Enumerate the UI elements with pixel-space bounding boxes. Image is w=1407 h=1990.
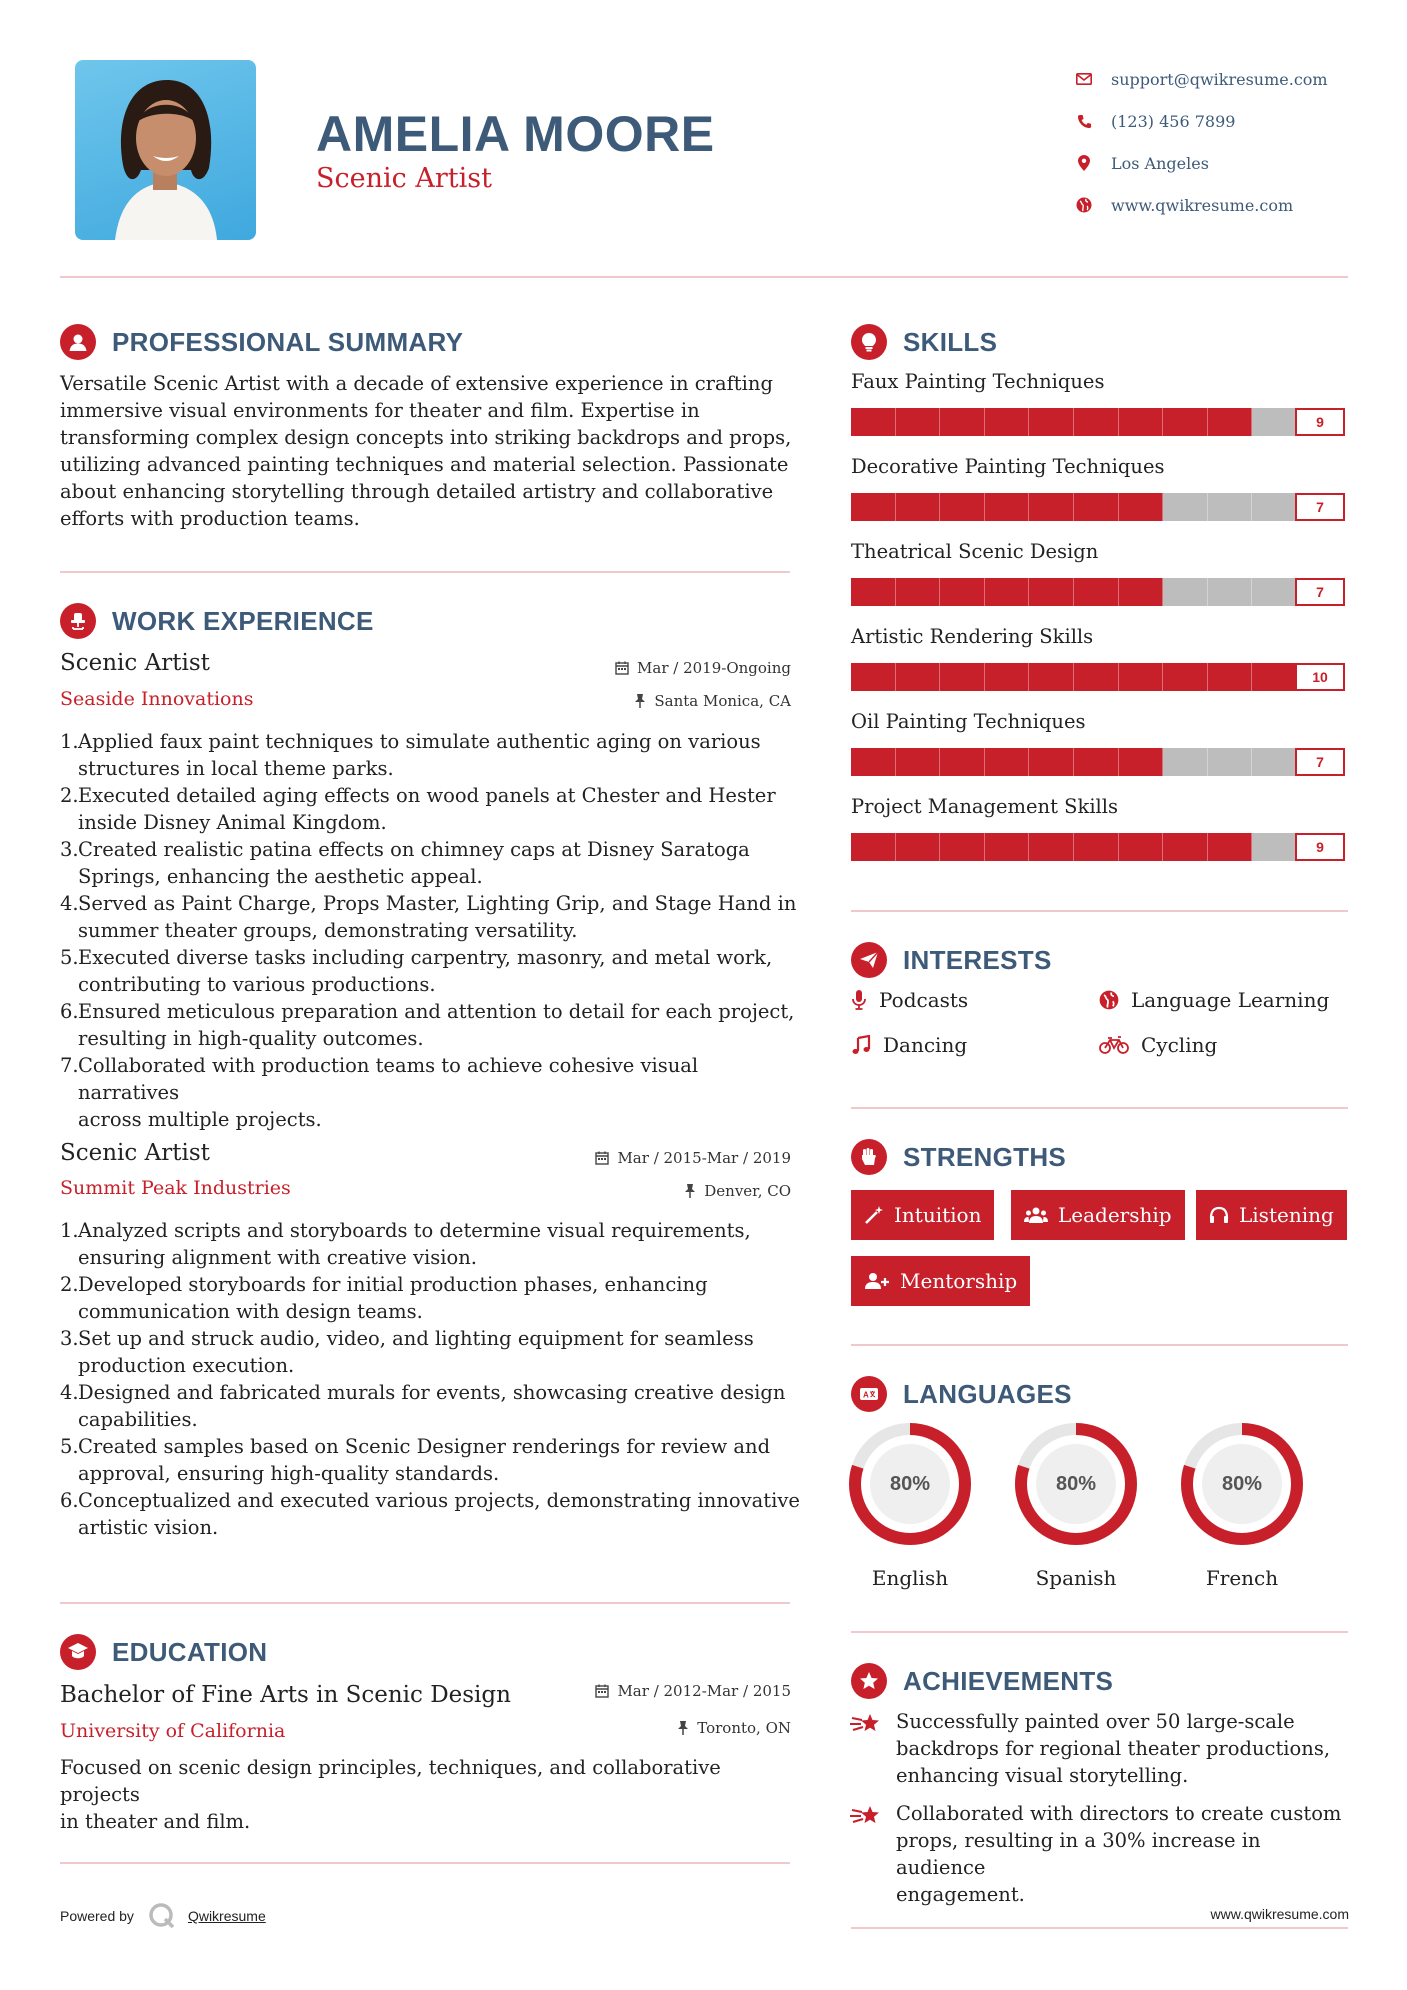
summary-title: PROFESSIONAL SUMMARY — [112, 326, 464, 357]
list-item: 4. Designed and fabricated murals for events, showcasing creative design capabilities. — [60, 1381, 786, 1431]
list-item: 5. Created samples based on Scenic Designer renderings for review and approval, ensuring high-quality standards. — [60, 1435, 771, 1485]
interests-divider — [851, 1107, 1348, 1109]
list-item: 2. Executed detailed aging effects on wood panels at Chester and Hester inside Disney Animal Kingdom. — [60, 784, 776, 834]
summary-divider — [60, 571, 790, 573]
skill-score-badge: 7 — [1295, 578, 1345, 606]
strengths-title: STRENGTHS — [903, 1141, 1067, 1172]
skill-segment-filled — [940, 748, 985, 776]
footer-divider — [851, 1927, 1348, 1929]
achievement-item: Collaborated with directors to create custom props, resulting in a 30% increase in audience engagement. — [896, 1800, 1348, 1908]
skill-segment-filled — [1119, 408, 1164, 436]
skill-segment-filled — [1208, 663, 1253, 691]
list-item: 7. Collaborated with production teams to achieve cohesive visual narratives across multiple projects. — [60, 1054, 699, 1131]
skill-segment-filled — [940, 408, 985, 436]
job-1-dates: Mar / 2019-Ongoing — [615, 659, 791, 677]
skill-segment-filled — [851, 408, 896, 436]
language-item — [1014, 1422, 1138, 1590]
skill-segment-filled — [896, 748, 941, 776]
skill-segment-empty — [1208, 578, 1253, 606]
list-item: 3. Created realistic patina effects on chimney caps at Disney Saratoga Springs, enhancing the aesthetic appeal. — [60, 838, 750, 888]
skill-segment-filled — [940, 833, 985, 861]
skill-score-badge: 9 — [1295, 408, 1345, 436]
language-name: French — [1205, 1566, 1279, 1590]
footer-powered-by: Powered by Qwikresume — [60, 1902, 266, 1930]
skill-segment-empty — [1208, 748, 1253, 776]
lightbulb-icon — [851, 324, 887, 360]
skill-segment-empty — [1163, 578, 1208, 606]
skill-name: Faux Painting Techniques — [851, 370, 1105, 393]
experience-title: WORK EXPERIENCE — [112, 605, 374, 636]
skill-segment-empty — [1163, 748, 1208, 776]
phone-icon — [1073, 110, 1095, 132]
bicycle-icon — [1099, 1036, 1129, 1054]
skill-segment-filled — [1029, 833, 1074, 861]
svg-text:A: A — [863, 1390, 869, 1400]
skill-segment-filled — [1074, 833, 1119, 861]
contact-location-text: Los Angeles — [1111, 153, 1209, 173]
skill-segment-filled — [1029, 408, 1074, 436]
skill-segment-filled — [985, 408, 1030, 436]
education-description: Focused on scenic design principles, techniques, and collaborative projects in theater and film. — [60, 1756, 721, 1833]
job-1-responsibilities — [60, 728, 800, 1133]
calendar-icon — [595, 1684, 609, 1698]
skill-segment-filled — [1119, 578, 1164, 606]
skill-segment-filled — [940, 663, 985, 691]
skill-segment-filled — [851, 578, 896, 606]
list-item: 6. Conceptualized and executed various projects, demonstrating innovative artistic vision. — [60, 1489, 800, 1539]
experience-divider — [60, 1602, 790, 1604]
education-divider — [60, 1862, 790, 1864]
microphone-icon — [851, 990, 867, 1010]
skill-score-badge: 10 — [1295, 663, 1345, 691]
list-item: 1. Applied faux paint techniques to simulate authentic aging on various structures in local theme parks. — [60, 730, 761, 780]
skill-segment-filled — [896, 578, 941, 606]
interest-language-learning: Language Learning — [1099, 988, 1329, 1012]
paper-plane-icon — [851, 942, 887, 978]
languages-title: LANGUAGES — [903, 1378, 1072, 1409]
job-2-company: Summit Peak Industries — [60, 1177, 291, 1199]
skill-segment-filled — [1074, 578, 1119, 606]
contact-website[interactable] — [1073, 184, 1328, 226]
language-icon — [851, 1376, 887, 1412]
profile-photo — [75, 60, 256, 240]
skill-segment-filled — [1119, 493, 1164, 521]
skill-segment-filled — [1029, 493, 1074, 521]
skill-segment-filled — [1074, 663, 1119, 691]
headphones-icon — [1209, 1206, 1229, 1224]
interests-title: INTERESTS — [903, 944, 1052, 975]
languages-heading — [851, 1376, 1072, 1412]
user-circle-icon — [60, 324, 96, 360]
languages-divider — [851, 1631, 1348, 1633]
skill-level-bar — [851, 748, 1297, 776]
contact-website-text: www.qwikresume.com — [1111, 195, 1294, 215]
skills-divider — [851, 910, 1348, 912]
skill-segment-empty — [1252, 833, 1297, 861]
skill-segment-filled — [1252, 663, 1297, 691]
achievement-item: Successfully painted over 50 large-scale backdrops for regional theater productions, enhancing visual storytelling. — [896, 1708, 1348, 1789]
skill-level-bar — [851, 578, 1297, 606]
calendar-icon — [615, 661, 629, 675]
skill-segment-filled — [1074, 408, 1119, 436]
skill-segment-filled — [1163, 663, 1208, 691]
interest-cycling: Cycling — [1099, 1033, 1217, 1057]
job-1-location: Santa Monica, CA — [634, 692, 791, 710]
header-divider — [60, 276, 1348, 278]
contact-phone-text: (123) 456 7899 — [1111, 111, 1236, 131]
skill-segment-empty — [1252, 578, 1297, 606]
fist-icon — [851, 1139, 887, 1175]
skill-segment-filled — [1208, 408, 1253, 436]
shooting-star-icon — [850, 1802, 884, 1835]
strength-mentorship: Mentorship — [851, 1256, 1030, 1306]
skill-score-badge: 9 — [1295, 833, 1345, 861]
skills-heading — [851, 324, 997, 360]
job-2-dates: Mar / 2015-Mar / 2019 — [595, 1149, 791, 1167]
skill-name: Project Management Skills — [851, 795, 1119, 818]
list-item: 2. Developed storyboards for initial production phases, enhancing communication with design teams. — [60, 1273, 708, 1323]
map-pin-icon — [1073, 152, 1095, 174]
skill-level-bar — [851, 408, 1297, 436]
briefcase-chair-icon — [60, 603, 96, 639]
education-title: EDUCATION — [112, 1636, 268, 1667]
achievements-heading — [851, 1663, 1113, 1699]
school-name: University of California — [60, 1720, 286, 1742]
skill-segment-filled — [896, 493, 941, 521]
strength-listening: Listening — [1196, 1190, 1347, 1240]
star-badge-icon — [851, 1663, 887, 1699]
language-percent: 80% — [889, 1472, 931, 1495]
qwikresume-link[interactable]: Qwikresume — [187, 1908, 266, 1924]
skill-segment-filled — [985, 493, 1030, 521]
skill-segment-filled — [1029, 578, 1074, 606]
skill-segment-filled — [896, 663, 941, 691]
skill-name: Oil Painting Techniques — [851, 710, 1086, 733]
list-item: 4. Served as Paint Charge, Props Master, Lighting Grip, and Stage Hand in summer theater groups, demonstrating versatility. — [60, 892, 797, 942]
skills-title: SKILLS — [903, 326, 998, 357]
skill-segment-filled — [985, 833, 1030, 861]
skill-segment-filled — [1119, 833, 1164, 861]
interest-dancing: Dancing — [851, 1033, 967, 1057]
language-percent: 80% — [1055, 1472, 1097, 1495]
language-percent: 80% — [1221, 1472, 1263, 1495]
skill-level-bar — [851, 833, 1297, 861]
skill-segment-empty — [1252, 408, 1297, 436]
interests-heading — [851, 942, 1052, 978]
skill-segment-filled — [851, 663, 896, 691]
language-item — [848, 1422, 972, 1590]
contact-location — [1073, 142, 1328, 184]
contact-email[interactable] — [1073, 58, 1328, 100]
strength-intuition: Intuition — [851, 1190, 994, 1240]
strengths-heading — [851, 1139, 1066, 1175]
list-item: 1. Analyzed scripts and storyboards to determine visual requirements, ensuring alignment with creative vision. — [60, 1219, 751, 1269]
skill-segment-filled — [896, 833, 941, 861]
magic-wand-icon — [864, 1205, 884, 1225]
education-dates: Mar / 2012-Mar / 2015 — [595, 1682, 791, 1700]
degree-title: Bachelor of Fine Arts in Scenic Design — [60, 1682, 511, 1708]
qwikresume-logo-icon — [148, 1902, 176, 1930]
contact-phone[interactable] — [1073, 100, 1328, 142]
skill-segment-filled — [851, 493, 896, 521]
envelope-icon — [1073, 68, 1095, 90]
skill-name: Theatrical Scenic Design — [851, 540, 1099, 563]
achievements-title: ACHIEVEMENTS — [903, 1665, 1114, 1696]
skill-segment-filled — [1163, 408, 1208, 436]
contact-list — [1073, 58, 1328, 226]
skill-segment-empty — [1163, 493, 1208, 521]
skill-segment-empty — [1208, 493, 1253, 521]
skill-segment-filled — [1208, 833, 1253, 861]
users-icon — [1024, 1206, 1048, 1224]
skill-segment-empty — [1252, 493, 1297, 521]
list-item: 6. Ensured meticulous preparation and attention to detail for each project, resulting in high-quality outcomes. — [60, 1000, 795, 1050]
pushpin-icon — [634, 694, 646, 708]
strength-leadership: Leadership — [1011, 1190, 1185, 1240]
music-note-icon — [851, 1035, 871, 1055]
skill-segment-empty — [1252, 748, 1297, 776]
skill-segment-filled — [896, 408, 941, 436]
skill-score-badge: 7 — [1295, 493, 1345, 521]
pushpin-icon — [677, 1721, 689, 1735]
skill-segment-filled — [1074, 493, 1119, 521]
calendar-icon — [595, 1151, 609, 1165]
skill-segment-filled — [985, 663, 1030, 691]
list-item: 3. Set up and struck audio, video, and lighting equipment for seamless production execution. — [60, 1327, 754, 1377]
skill-segment-filled — [985, 578, 1030, 606]
job-1-company: Seaside Innovations — [60, 688, 254, 710]
skill-segment-filled — [1119, 748, 1164, 776]
skill-score-badge: 7 — [1295, 748, 1345, 776]
user-plus-icon — [864, 1272, 890, 1290]
skill-segment-filled — [1119, 663, 1164, 691]
skill-segment-filled — [1163, 833, 1208, 861]
skill-level-bar — [851, 493, 1297, 521]
contact-email-text: support@qwikresume.com — [1111, 69, 1328, 89]
language-item — [1180, 1422, 1304, 1590]
skill-segment-filled — [1029, 748, 1074, 776]
job-2-responsibilities — [60, 1217, 800, 1541]
skill-level-bar — [851, 663, 1297, 691]
skill-segment-filled — [851, 833, 896, 861]
footer-url[interactable]: www.qwikresume.com — [1210, 1906, 1349, 1922]
job-1-title: Scenic Artist — [60, 650, 210, 676]
skill-segment-filled — [851, 748, 896, 776]
skill-name: Decorative Painting Techniques — [851, 455, 1165, 478]
skill-segment-filled — [940, 493, 985, 521]
summary-heading — [60, 324, 463, 360]
education-location: Toronto, ON — [677, 1719, 791, 1737]
globe-icon — [1099, 990, 1119, 1010]
graduate-icon — [60, 1634, 96, 1670]
skill-segment-filled — [940, 578, 985, 606]
interest-podcasts: Podcasts — [851, 988, 968, 1012]
candidate-name: AMELIA MOORE — [316, 106, 715, 162]
skill-segment-filled — [985, 748, 1030, 776]
skill-segment-filled — [1029, 663, 1074, 691]
education-heading — [60, 1634, 267, 1670]
list-item: 5. Executed diverse tasks including carpentry, masonry, and metal work, contributing to various productions. — [60, 946, 773, 996]
job-2-title: Scenic Artist — [60, 1140, 210, 1166]
skill-name: Artistic Rendering Skills — [851, 625, 1094, 648]
job-2-location: Denver, CO — [684, 1182, 791, 1200]
candidate-role: Scenic Artist — [316, 163, 492, 194]
strengths-divider — [851, 1344, 1348, 1346]
shooting-star-icon — [850, 1710, 884, 1743]
language-name: English — [871, 1566, 949, 1590]
globe-icon — [1073, 194, 1095, 216]
summary-text: Versatile Scenic Artist with a decade of extensive experience in crafting immersive visual environments for theater and film. Expertise in transforming complex design concepts into striking backdrops and props, utilizing advanced painting techniques and material selection. Passionate about enhancing storytelling through detailed artistry and collaborative efforts with production teams. — [60, 372, 792, 530]
language-name: Spanish — [1035, 1566, 1117, 1590]
skill-segment-filled — [1074, 748, 1119, 776]
experience-heading — [60, 603, 374, 639]
pushpin-icon — [684, 1184, 696, 1198]
